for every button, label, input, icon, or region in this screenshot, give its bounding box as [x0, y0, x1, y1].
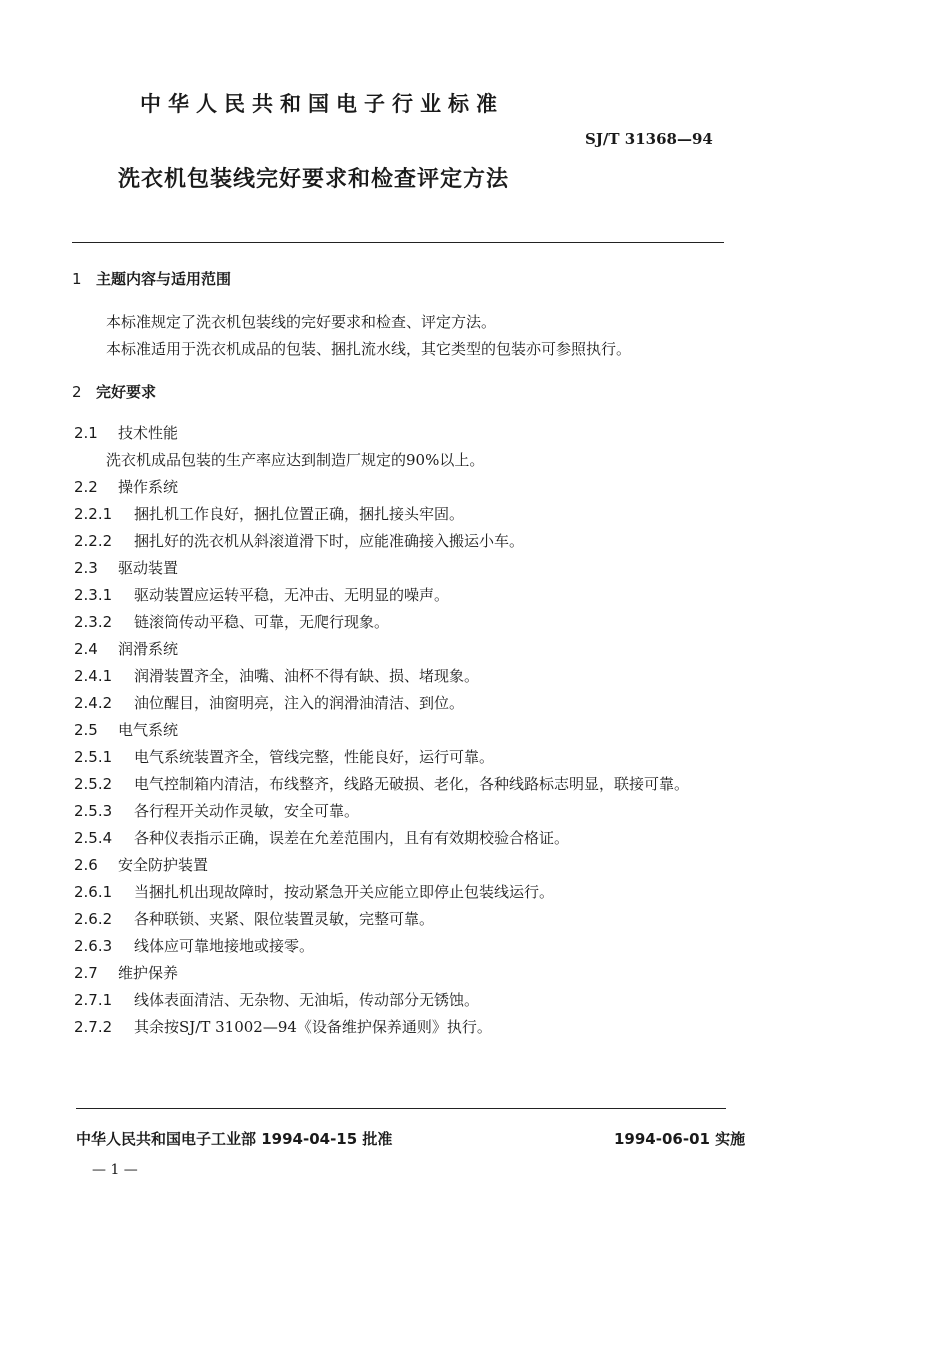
clause-item [74, 962, 178, 983]
clause-item [74, 665, 479, 686]
clause-item [106, 449, 484, 470]
clause-item [74, 503, 464, 524]
clause-text: 操作系统 [118, 478, 179, 496]
clause-text: 各行程开关动作灵敏，安全可靠。 [134, 802, 360, 820]
clause-item [74, 719, 178, 740]
clause-text: 维护保养 [118, 964, 179, 982]
paragraph-scope: 本标准规定了洗衣机包装线的完好要求和检查、评定方法。 [106, 313, 497, 331]
clause-number: 2.7.2 [74, 1018, 113, 1036]
clause-text: 链滚筒传动平稳、可靠，无爬行现象。 [134, 613, 390, 631]
clause-item [74, 584, 449, 605]
clause-number: 2.6.3 [74, 937, 113, 955]
clause-number: 2.5.4 [74, 829, 113, 847]
standard-code: SJ/T 31368—94 [585, 130, 713, 148]
page-number: — 1 — [92, 1162, 138, 1178]
clause-item [74, 908, 434, 929]
clause-item [74, 1016, 492, 1037]
clause-text: 技术性能 [118, 424, 179, 442]
clause-item [74, 476, 178, 497]
clause-text: 当捆扎机出现故障时，按动紧急开关应能立即停止包装线运行。 [134, 883, 555, 901]
clause-text: 捆扎机工作良好，捆扎位置正确，捆扎接头牢固。 [134, 505, 465, 523]
clause-text: 各种仪表指示正确，误差在允差范围内，且有有效期校验合格证。 [134, 829, 570, 847]
clause-item [74, 854, 208, 875]
clause-number: 2.6.1 [74, 883, 113, 901]
clause-item [74, 800, 359, 821]
paragraph-applicability: 本标准适用于洗衣机成品的包装、捆扎流水线，其它类型的包装亦可参照执行。 [106, 340, 632, 358]
clause-item [74, 692, 464, 713]
clause-text: 驱动装置应运转平稳，无冲击、无明显的噪声。 [134, 586, 450, 604]
clause-item [74, 935, 314, 956]
clause-text: 润滑装置齐全，油嘴、油杯不得有缺、损、堵现象。 [134, 667, 480, 685]
clause-number: 2.5.2 [74, 775, 113, 793]
clause-number: 2.5.1 [74, 748, 113, 766]
clause-text: 电气控制箱内清洁，布线整齐，线路无破损、老化，各种线路标志明显，联接可靠。 [134, 775, 690, 793]
header-rule [72, 242, 724, 243]
issuing-organization: 中华人民共和国电子行业标准 [140, 92, 504, 116]
clause-number: 2.3.2 [74, 613, 113, 631]
section-heading-1 [72, 268, 231, 289]
clause-number: 2.3.1 [74, 586, 113, 604]
clause-number: 2.2.2 [74, 532, 113, 550]
clause-number: 2.7.1 [74, 991, 113, 1009]
clause-number: 2.4.1 [74, 667, 113, 685]
clause-text: 安全防护装置 [118, 856, 209, 874]
clause-item [74, 422, 178, 443]
clause-text: 线体应可靠地接地或接零。 [134, 937, 315, 955]
section-title: 主题内容与适用范围 [96, 270, 232, 288]
clause-item [74, 746, 494, 767]
clause-number: 2.5 [74, 721, 98, 739]
clause-number: 2.2.1 [74, 505, 113, 523]
clause-text: 线体表面清洁、无杂物、无油垢，传动部分无锈蚀。 [134, 991, 480, 1009]
clause-text: 其余按SJ/T 31002—94《设备维护保养通则》执行。 [134, 1018, 492, 1036]
clause-number: 2.5.3 [74, 802, 113, 820]
clause-item [74, 827, 569, 848]
clause-item [74, 638, 178, 659]
clause-text: 各种联锁、夹紧、限位装置灵敏，完整可靠。 [134, 910, 435, 928]
clause-number: 2.2 [74, 478, 98, 496]
clause-item [74, 611, 389, 632]
approval-line: 中华人民共和国电子工业部 1994-04-15 批准 [76, 1130, 393, 1148]
footer-rule [76, 1108, 726, 1109]
section-number: 2 [72, 383, 82, 401]
clause-text: 洗衣机成品包装的生产率应达到制造厂规定的90%以上。 [106, 451, 485, 469]
clause-text: 油位醒目，油窗明亮，注入的润滑油清洁、到位。 [134, 694, 465, 712]
clause-item [74, 557, 178, 578]
effective-date: 1994-06-01 实施 [614, 1130, 746, 1148]
section-number: 1 [72, 270, 82, 288]
clause-text: 润滑系统 [118, 640, 179, 658]
clause-item [74, 881, 554, 902]
clause-text: 电气系统装置齐全，管线完整，性能良好，运行可靠。 [134, 748, 495, 766]
document-title: 洗衣机包装线完好要求和检查评定方法 [118, 167, 510, 192]
clause-item [74, 773, 689, 794]
clause-number: 2.3 [74, 559, 98, 577]
clause-number: 2.1 [74, 424, 98, 442]
section-heading-2 [72, 381, 156, 402]
clause-text: 捆扎好的洗衣机从斜滚道滑下时，应能准确接入搬运小车。 [134, 532, 525, 550]
clause-number: 2.7 [74, 964, 98, 982]
clause-text: 驱动装置 [118, 559, 179, 577]
clause-number: 2.6.2 [74, 910, 113, 928]
clause-text: 电气系统 [118, 721, 179, 739]
section-title: 完好要求 [96, 383, 157, 401]
clause-number: 2.6 [74, 856, 98, 874]
clause-number: 2.4 [74, 640, 98, 658]
clause-item [74, 530, 524, 551]
clause-number: 2.4.2 [74, 694, 113, 712]
clause-item [74, 989, 479, 1010]
